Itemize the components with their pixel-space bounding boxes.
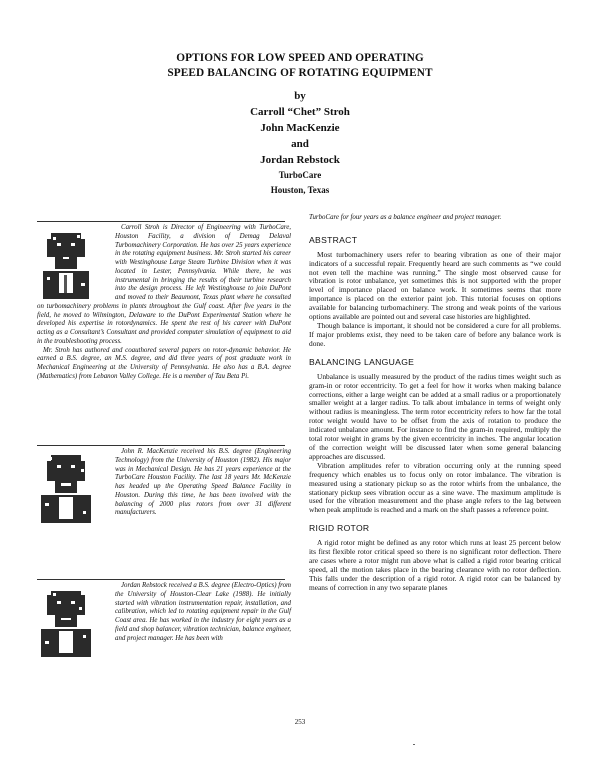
author-block	[0, 88, 600, 198]
affiliation-location: Houston, Texas	[270, 185, 330, 195]
author-photo-stroh	[37, 227, 95, 299]
right-column	[309, 214, 561, 593]
body-paragraph: Though balance is important, it should not be considered a cure for all problems. If major problems exist, they need to be taken care of before any balance work is done.	[309, 321, 561, 348]
body-paragraph: Most turbomachinery users refer to bearing vibration as one of their major indicators of a successful repair. Frequently heard are such comments as “we could not even tell the machine was running.” The single most observed cause for vibration is rotor unbalance, yet sometimes this is not supported with the proper level of importance placed on balance work. It sometimes seems that more importance is placed on the exterior paint job. This tutorial focuses on options available for balancing turbomachinery. The strong and weak points of the various options available are pointed out and several case histories are highlighted.	[309, 249, 561, 322]
author-name: Jordan Rebstock	[260, 154, 340, 166]
author-conjunction: and	[291, 138, 309, 150]
section-balancing-language	[309, 357, 561, 516]
bio-continuation: TurboCare for four years as a balance engineer and project manager.	[309, 214, 502, 221]
author-bio-mackenzie	[37, 448, 291, 525]
author-photo-mackenzie	[37, 451, 95, 523]
author-name: Carroll “Chet” Stroh	[250, 106, 350, 118]
section-heading: RIGID ROTOR	[309, 523, 370, 534]
byline: by	[294, 90, 306, 102]
body-paragraph: Vibration amplitudes refer to vibration occurring only at the running speed frequency which enables us to focus only on rotor imbalance. The vibration is measured using a stationary pickup so as the rotor whirls from the unbalance, the stationary pickup sees vibration occur as a sine wave. The maximum amplitude is used for the vibration measurement and the phase angle refers to the lag between when peak amplitude is reached and a mark on the shaft passes a reference point.	[309, 460, 561, 515]
bio-paragraph: Jordan Rebstock received a B.S. degree (Electro-Optics) from the University of Houston-Clear Lake (1988). He initially started with vibration instrumentation repair, installation, and calibration, which led to rotating equipment repair in the Gulf Coast area. He has worked in the industry for eight years as a field and shop balancer, vibration technician, balance engineer, and project manager. He has been with	[115, 582, 291, 642]
bio-paragraph: John R. MacKenzie received his B.S. degree (Engineering Technology) from the University of Houston (1982). His major was in Mechanical Design. He has 21 years experience at the TurboCare Houston Facility. The last 18 years Mr. McKenzie has headed up the Operating Speed Balance Facility in Houston. During this time, he has been involved with the balancing of 2000 plus rotors from over 31 different manufacturers.	[115, 448, 291, 517]
paper-title	[0, 51, 600, 81]
page-number: 253	[294, 718, 306, 726]
column-rule	[37, 579, 285, 580]
section-heading: BALANCING LANGUAGE	[309, 356, 415, 367]
section-rigid-rotor	[309, 523, 561, 592]
author-bio-stroh	[37, 224, 291, 382]
title-line-1: OPTIONS FOR LOW SPEED AND OPERATING	[176, 52, 424, 64]
author-photo-rebstock	[37, 585, 95, 657]
author-name: John MacKenzie	[260, 122, 340, 134]
bio-paragraph: Carroll Stroh is Director of Engineering with TurboCare, Houston Facility, a division of Demag Delaval Turbomachinery Corporation. He has over 25 years experience in the rotating equipment business. Mr. Stroh started his career with Westinghouse Large Steam Turbine Division when it was located in Lester, Pennsylvania. While there, he was instrumental in bringing the results of their turbine research into the design process. He left Westinghouse to join DuPont and moved to their Beaumont, Texas plant where he consulted on turbomachinery problems in plants throughout the Gulf coast. After five years in the field, he moved to Wilmington, Delaware to the DuPont Experimental Station where he developed his expertise in rotordynamics. He spent the rest of his career with DuPont acting as a Consultant’s Consultant and provided computer simulation of equipment to aid in the troubleshooting process.	[37, 224, 291, 345]
author-bio-rebstock	[37, 582, 291, 659]
affiliation-org: TurboCare	[278, 170, 322, 180]
section-abstract	[309, 235, 561, 349]
bio-paragraph: Mr. Stroh has authored and coauthored several papers on rotor-dynamic behavior. He earned a B.S. degree, an M.S. degree, and did three years of post graduate work in Mechanical Engineering at the University of Pennsylvania. He also has a B.A. degree (Mathematics) from Lebanon Valley College. He is a member of Tau Beta Pi.	[37, 346, 291, 380]
body-paragraph: A rigid rotor might be defined as any rotor which runs at least 25 percent below its first flexible rotor critical speed so there is no significant rotor deflection. There are cases where a rotor might run above what is called a rigid rotor bearing critical speed, all the motion takes place in the bearing clearance with no rotor deflection. This falls under the description of a rigid rotor. A rigid rotor can be balanced by means of correction in any two separate planes	[309, 538, 561, 592]
column-rule	[37, 221, 285, 222]
scan-speck	[413, 744, 415, 745]
column-rule	[37, 445, 285, 446]
body-paragraph: Unbalance is usually measured by the product of the radius times weight such as gram-in or rotor eccentricity. To get a feel for how it works when making balance corrections, either a large weight can be added at a small radius or a proportionately smaller weight at a larger radius. To talk about imbalance in terms of weight only without radius is meaningless. The term rotor eccentricity refers to how far the total rotor weight would have to be offset from the axis of rotation to produce the indicated unbalance amount. For instance to find the gram-in required, multiply the total rotor weight in grams by the given eccentricity in inches. The angular location of the correction weight will be discussed later when some general balancing approaches are discussed.	[309, 371, 561, 461]
section-heading: ABSTRACT	[309, 234, 358, 245]
title-line-2: SPEED BALANCING OF ROTATING EQUIPMENT	[167, 67, 433, 79]
